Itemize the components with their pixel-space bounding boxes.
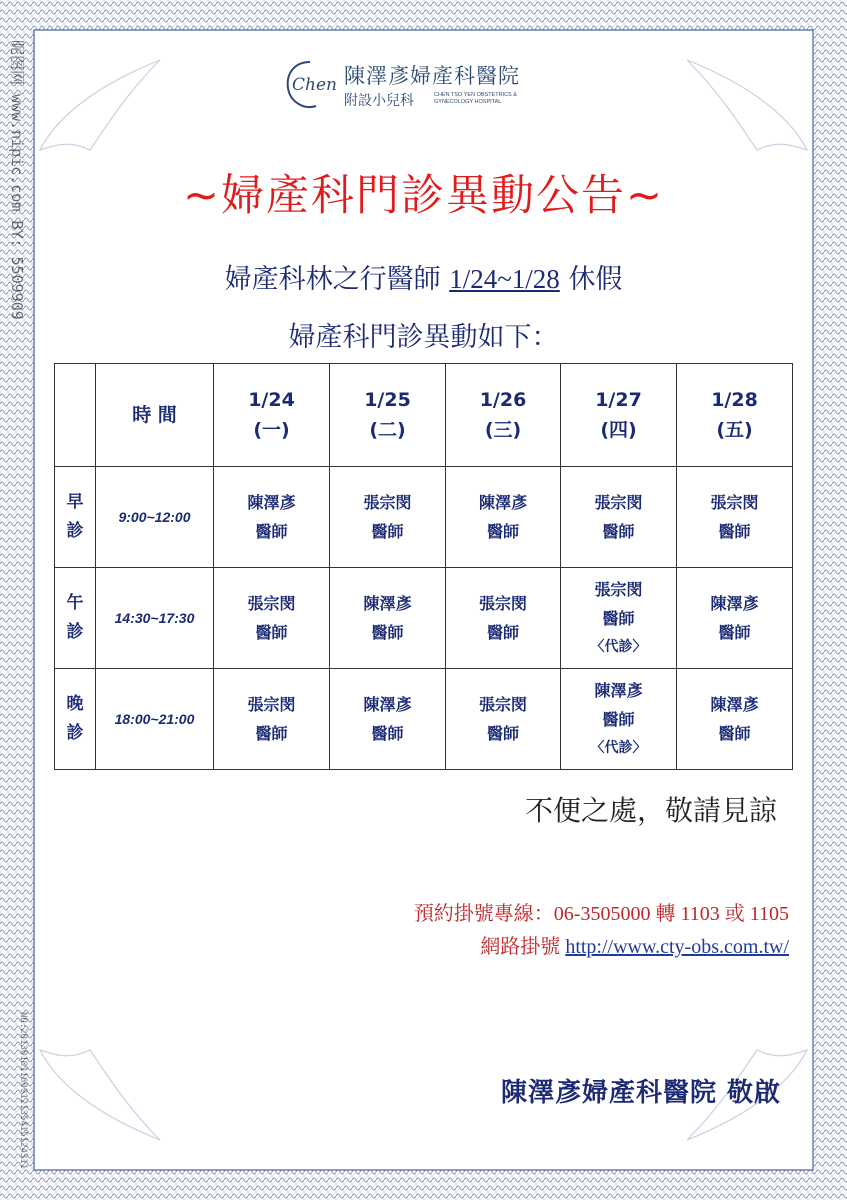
leave-label: 休假	[568, 264, 623, 295]
contact-info	[414, 898, 789, 964]
doctor-title: 醫師	[602, 608, 635, 628]
watermark-strip-bottom	[6, 1012, 32, 1172]
leave-doctor: 婦產科林之行醫師	[224, 264, 441, 295]
doctor-title: 醫師	[371, 522, 404, 541]
web-line	[414, 931, 789, 964]
phone-line: 預約掛號專線：06-3505000 轉 1103 或 1105	[413, 903, 789, 925]
header-day-cell	[214, 364, 330, 467]
doctor-title: 醫師	[486, 522, 519, 541]
doctor-name: 陳澤彥	[363, 594, 412, 613]
doctor-cell	[561, 568, 677, 669]
leave-notice	[0, 257, 847, 296]
period-cell	[55, 669, 96, 770]
doctor-title: 醫師	[718, 522, 751, 541]
day-weekday: (三)	[484, 419, 522, 441]
notice-title: ~婦產科門診異動公告~	[182, 171, 665, 221]
doctor-cell	[214, 568, 330, 669]
signature: 陳澤彥婦產科醫院 敬啟	[500, 1078, 781, 1108]
doctor-name: 陳澤彥	[710, 594, 759, 613]
period-cell	[55, 467, 96, 568]
day-weekday: (四)	[600, 419, 637, 441]
web-label: 網路掛號	[480, 936, 561, 958]
doctor-title: 醫師	[718, 623, 751, 642]
header-blank-cell	[55, 364, 96, 467]
period-char: 診	[66, 723, 84, 743]
doctor-cell	[677, 467, 793, 568]
english-name-line1: CHEN TSO YEN OBSTETRICS &	[434, 92, 517, 98]
doctor-title: 醫師	[602, 522, 635, 541]
hospital-logo	[282, 56, 552, 116]
doctor-cell	[446, 467, 561, 568]
english-name-line2: GYNECOLOGY HOSPITAL	[434, 99, 502, 105]
doctor-name: 張宗閔	[710, 493, 759, 512]
doctor-name: 張宗閔	[478, 695, 527, 714]
doctor-cell	[330, 467, 446, 568]
website-link[interactable]: http://www.cty-obs.com.tw/	[565, 936, 789, 958]
doctor-name: 張宗閔	[478, 594, 527, 613]
hospital-english-name	[434, 92, 574, 106]
apology-text: 不便之處，敬請見諒	[524, 794, 777, 827]
header-day-cell	[677, 364, 793, 467]
watermark-id-text: NO:20130101160912135415124311	[18, 1012, 28, 1170]
logo-mark-text: Chen	[292, 75, 337, 95]
doctor-cell	[677, 669, 793, 770]
period-char: 診	[66, 622, 84, 642]
doctor-name: 陳澤彥	[247, 493, 296, 512]
doctor-title: 醫師	[486, 623, 519, 642]
header-day-cell	[330, 364, 446, 467]
doctor-name: 張宗閔	[594, 579, 643, 599]
doctor-name: 張宗閔	[247, 695, 296, 714]
leave-dates: 1/24~1/28	[449, 264, 560, 294]
watermark-text: 昵图网 www.nipic.com BY: 5509909	[8, 40, 26, 320]
doctor-name: 陳澤彥	[478, 493, 527, 512]
period-char: 早	[66, 492, 84, 512]
period-char: 診	[66, 521, 84, 541]
day-date: 1/25	[364, 389, 411, 411]
schedule-table	[54, 363, 793, 770]
doctor-cell	[446, 568, 561, 669]
doctor-name: 張宗閔	[363, 493, 412, 512]
day-date: 1/26	[479, 389, 527, 411]
table-row	[55, 467, 793, 568]
table-row	[55, 568, 793, 669]
doctor-cell	[330, 568, 446, 669]
day-weekday: (五)	[716, 419, 753, 441]
doctor-name: 張宗閔	[247, 594, 296, 613]
day-date: 1/28	[711, 389, 758, 411]
time-cell: 14:30~17:30	[96, 568, 214, 669]
day-weekday: (一)	[253, 419, 290, 441]
doctor-title: 醫師	[255, 522, 288, 541]
day-date: 1/24	[248, 389, 295, 411]
hospital-name: 陳澤彥婦產科醫院	[344, 64, 520, 88]
doctor-title: 醫師	[371, 623, 404, 642]
period-char: 晚	[66, 694, 84, 714]
header-time-cell: 時 間	[96, 364, 214, 467]
header-row	[55, 364, 793, 467]
header-day-cell	[446, 364, 561, 467]
period-char: 午	[66, 593, 84, 613]
doctor-name: 陳澤彥	[594, 680, 643, 700]
doctor-title: 醫師	[486, 724, 519, 743]
day-date: 1/27	[595, 389, 642, 411]
time-cell: 18:00~21:00	[96, 669, 214, 770]
period-cell	[55, 568, 96, 669]
doctor-cell	[446, 669, 561, 770]
substitute-note: 〈代診〉	[590, 638, 647, 655]
substitute-note: 〈代診〉	[590, 739, 647, 756]
doctor-cell	[214, 467, 330, 568]
hospital-subtitle: 附設小兒科	[344, 93, 414, 109]
table-row	[55, 669, 793, 770]
doctor-title: 醫師	[255, 724, 288, 743]
doctor-title: 醫師	[371, 724, 404, 743]
doctor-name: 張宗閔	[594, 493, 643, 512]
doctor-cell	[561, 467, 677, 568]
doctor-cell	[561, 669, 677, 770]
doctor-cell	[214, 669, 330, 770]
time-cell: 9:00~12:00	[96, 467, 214, 568]
logo-mark-icon	[282, 58, 338, 112]
header-day-cell	[561, 364, 677, 467]
doctor-cell	[677, 568, 793, 669]
doctor-name: 陳澤彥	[363, 695, 412, 714]
doctor-title: 醫師	[255, 623, 288, 642]
schedule-intro: 婦產科門診異動如下：	[288, 322, 559, 353]
day-weekday: (二)	[369, 419, 406, 441]
doctor-name: 陳澤彥	[710, 695, 759, 714]
doctor-cell	[330, 669, 446, 770]
doctor-title: 醫師	[602, 709, 635, 729]
doctor-title: 醫師	[718, 724, 751, 743]
